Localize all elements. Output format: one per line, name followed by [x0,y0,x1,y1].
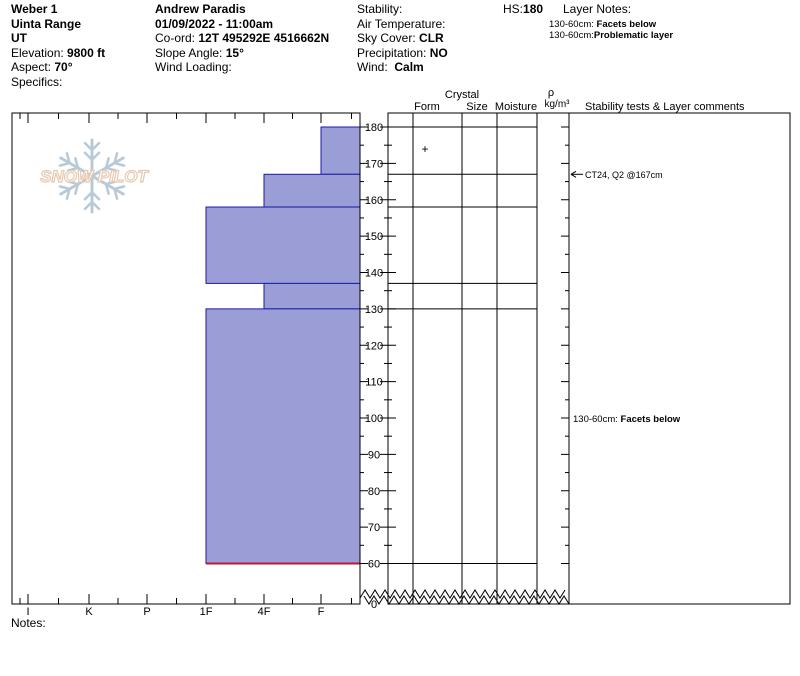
observation-datetime: 01/09/2022 - 11:00am [155,16,274,31]
crystal-header: Crystal [444,89,480,101]
layer-note-range: 130-60cm: [549,19,594,30]
axis-break [360,590,569,604]
elevation-label: Elevation: [11,45,64,60]
wind-loading-label: Wind Loading: [155,60,232,75]
comments-header: Stability tests & Layer comments [585,101,745,113]
flake-branch [114,186,124,189]
air-temp-label: Air Temperature: [357,16,446,31]
stability-label: Stability: [357,2,403,16]
density-symbol: ρ [547,87,555,99]
hardness-tick-label: P [143,606,151,618]
hs-label: HS: [503,2,524,16]
height-tick-label: 170 [364,158,384,171]
hardness-layer-bar [321,127,360,174]
elevation-value: 9800 ft [67,45,106,60]
layer-note-text: Problematic layer [593,30,674,41]
hardness-layer-bar [264,174,360,207]
flake-branch [114,163,124,166]
layer-comments [573,414,681,425]
aspect-value: 70° [54,60,73,75]
comments-frame [569,113,790,604]
crystal-table-frame [388,113,569,604]
hardness-layer-bar [264,283,360,308]
size-header: Size [466,101,488,113]
height-tick-label: 80 [367,485,381,498]
location-name: Weber 1 [11,2,58,16]
sky-value: CLR [419,31,444,46]
height-tick-label: 100 [364,413,384,425]
flake-branch [60,163,70,166]
height-tick-label: 60 [367,558,381,571]
layer-comment-range: 130-60cm: [573,414,621,425]
hs-value: 180 [523,2,544,16]
hardness-tick-label: K [85,606,93,618]
hardness-layer-bar [206,309,360,564]
aspect-label: Aspect: [11,60,52,75]
crystal-forms [421,142,428,156]
height-tick-label: 180 [364,122,384,134]
coord-label: Co-ord: [155,31,196,46]
hardness-tick-label: 1F [199,606,213,618]
hardness-tick-label: I [26,606,30,618]
hardness-axis [26,606,324,618]
layer-note-text: Facets below [596,19,657,30]
height-axis [360,122,569,611]
stability-test-text: CT24, Q2 @167cm [585,169,663,180]
layer-notes-title: Layer Notes: [563,2,632,16]
flake-branch [60,186,70,189]
wind-label: Wind: [357,60,388,75]
precip-label: Precipitation: [357,45,427,60]
height-tick-label: 0 [370,599,378,611]
coord-value: 12T 495292E 4516662N [198,31,330,46]
snowpilot-watermark [40,140,149,212]
layer-comment [573,414,681,425]
hardness-layers [206,127,360,564]
density-unit: kg/m³ [544,99,570,110]
crystal-form-symbol: + [421,141,429,156]
slope-value: 15° [225,45,244,60]
layer-comment-text: Facets below [620,414,681,425]
hardness-tick-label: F [317,606,325,618]
precip-value: NO [429,45,448,60]
form-header: Form [414,101,440,113]
stability-tests [571,170,663,180]
hardness-tick-label: 4F [257,606,271,618]
height-tick-label: 150 [364,231,384,244]
height-tick-label: 120 [364,340,384,353]
location-range: Uinta Range [11,16,82,31]
hardness-layer-bar [206,207,360,283]
observer-name: Andrew Paradis [155,2,246,16]
watermark-text: SNOW PILOT [40,167,148,186]
notes-label: Notes: [11,616,46,630]
moisture-header: Moisture [494,101,538,113]
height-tick-label: 140 [364,267,384,280]
layer-note-range: 130-60cm: [549,30,594,41]
slope-label: Slope Angle: [155,45,223,60]
height-tick-label: 70 [367,522,381,535]
height-tick-label: 110 [365,376,383,389]
wind-value: Calm [394,60,424,75]
sky-label: Sky Cover: [357,31,416,46]
specifics-label: Specifics: [11,74,63,89]
height-tick-label: 160 [364,194,384,207]
height-tick-label: 130 [364,303,384,316]
location-state: UT [11,31,27,46]
height-tick-label: 90 [367,449,381,462]
